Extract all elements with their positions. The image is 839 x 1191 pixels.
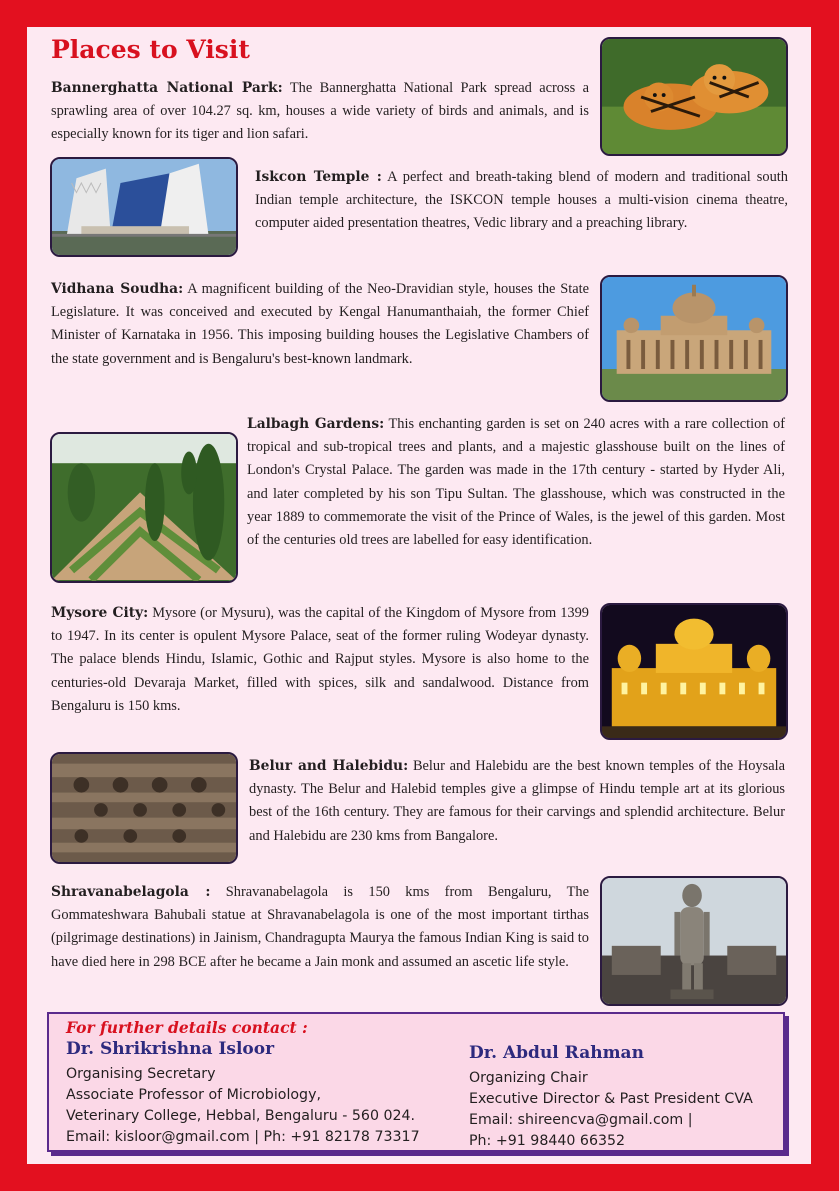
place-body: Mysore (or Mysuru), was the capital of the Kingdom of Mysore from 1399 to 1947. In its center is opulent Mysore Palace, seat of the former ruling Wodeyar dynasty. The palace blends Hindu, Islamic, Gothic and Rajput styles. Mysore is also home to the centuries-old Devaraja Market, filled with spices, silk and sandalwood. Distance from Bengaluru is 150 kms. <box>51 605 589 714</box>
place-heading: Shravanabelagola : <box>51 884 211 900</box>
place-heading: Bannerghatta National Park: <box>51 80 283 96</box>
statue-photo <box>600 876 788 1006</box>
place-body: Belur and Halebidu are the best known temples of the Hoysala dynasty. The Belur and Halebid temples give a glimpse of Hindu temple art at its glorious best of the 16th century. They are famous for their carvings and splendid architecture. Belur and Halebidu are 230 kms from Bangalore. <box>249 758 786 844</box>
place-bannerghatta <box>51 77 589 147</box>
contact-right-name: Dr. Abdul Rahman <box>469 1043 644 1063</box>
contact-left-line: Organising Secretary <box>66 1066 216 1082</box>
place-mysore <box>51 602 589 718</box>
contact-left-line: Veterinary College, Hebbal, Bengaluru - 560 024. <box>66 1108 416 1124</box>
place-body: A magnificent building of the Neo-Dravidian style, houses the State Legislature. It was conceived and executed by Kengal Hanumanthaiah, the former Chief Minister of Karnataka in 1956. This imposing building houses the Legislative Chambers of the state government and is Bengaluru's best-known landmark. <box>51 281 589 367</box>
page-title: Places to Visit <box>51 35 250 64</box>
contact-right-line: Executive Director & Past President CVA <box>469 1091 753 1107</box>
place-shravanabelagola <box>51 881 589 974</box>
place-heading: Iskcon Temple : <box>255 169 382 185</box>
place-iskcon <box>255 166 788 236</box>
contact-right-phone: Ph: +91 98440 66352 <box>469 1133 626 1149</box>
place-heading: Belur and Halebidu: <box>249 758 409 774</box>
temple-photo <box>50 157 238 257</box>
contact-heading: For further details contact : <box>66 1018 308 1037</box>
place-body: This enchanting garden is set on 240 acres with a rare collection of tropical and sub-tropical trees and plants, and a majestic glasshouse built on the lines of London's Crystal Palace. The garden was made in the 17th century - started by Hyder Ali, and later completed by his son Tipu Sultan. The glasshouse, which was constructed in the year 1889 to commemorate the visit of the Prince of Wales, is the jewel of this garden. Most of the centuries old trees are labelled for easy identification. <box>247 416 785 549</box>
garden-photo <box>50 432 238 583</box>
place-heading: Mysore City: <box>51 605 149 621</box>
brochure-page <box>27 27 811 1164</box>
place-vidhana-soudha <box>51 278 589 371</box>
place-heading: Vidhana Soudha: <box>51 281 184 297</box>
place-heading: Lalbagh Gardens: <box>247 416 385 432</box>
contact-right-line: Organizing Chair <box>469 1070 588 1086</box>
contact-right-email[interactable]: Email: shireencva@gmail.com | <box>469 1112 693 1128</box>
place-body: The Bannerghatta National Park spread across a sprawling area of over 104.27 sq. km, houses a wide variety of birds and animals, and is especially known for its tiger and lion safari. <box>51 80 589 143</box>
place-belur-halebidu <box>249 755 785 848</box>
building-photo <box>600 275 788 402</box>
tiger-photo <box>600 37 788 156</box>
place-body: Shravanabelagola is 150 kms from Bengaluru, The Gommateshwara Bahubali statue at Shravanabelagola is one of the most important tirthas (pilgrimage destinations) in Jainism, Chandragupta Maurya the famous Indian King is said to have died here in 298 BCE after he became a Jain monk and assumed an ascetic life style. <box>51 884 589 970</box>
place-lalbagh <box>247 413 785 552</box>
contact-left-name: Dr. Shrikrishna Isloor <box>66 1039 275 1059</box>
contact-left-line: Associate Professor of Microbiology, <box>66 1087 321 1103</box>
place-body: A perfect and breath-taking blend of modern and traditional south Indian temple architecture, the ISKCON temple houses a multi-vision cinema theatre, computer aided presentation theatres, Vedic library and a preaching library. <box>255 169 788 232</box>
carving-photo <box>50 752 238 864</box>
palace-photo <box>600 603 788 740</box>
contact-box <box>47 1012 785 1152</box>
contact-left-email[interactable]: Email: kisloor@gmail.com | Ph: +91 82178 73317 <box>66 1129 420 1145</box>
